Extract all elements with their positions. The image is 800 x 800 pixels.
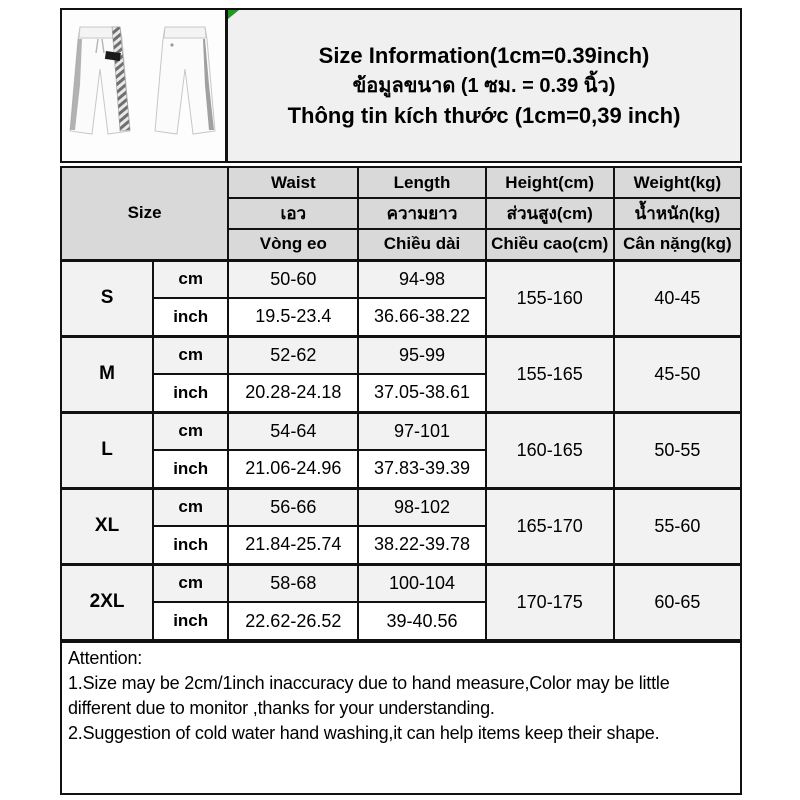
2xl-length-cm: 100-104 bbox=[358, 564, 485, 602]
unit-cm: cm bbox=[153, 260, 228, 298]
xl-weight: 55-60 bbox=[614, 488, 741, 564]
attention-heading: Attention: bbox=[68, 648, 143, 668]
m-length-cm: 95-99 bbox=[358, 336, 485, 374]
col-header-length-vi: Chiều dài bbox=[358, 229, 485, 260]
2xl-height: 170-175 bbox=[486, 564, 614, 640]
2xl-waist-inch: 22.62-26.52 bbox=[228, 602, 358, 640]
attention-note-1: 1.Size may be 2cm/1inch inaccuracy due to hand measure,Color may be little different due to monitor ,thanks for your understanding. bbox=[68, 673, 670, 718]
xl-waist-cm: 56-66 bbox=[228, 488, 358, 526]
header-row-en bbox=[61, 167, 741, 198]
xl-height: 165-170 bbox=[486, 488, 614, 564]
size-chart-page bbox=[60, 8, 742, 795]
l-waist-cm: 54-64 bbox=[228, 412, 358, 450]
attention-box bbox=[60, 641, 742, 795]
col-header-length-en: Length bbox=[358, 167, 485, 198]
xl-length-inch: 38.22-39.78 bbox=[358, 526, 485, 564]
xl-waist-inch: 21.84-25.74 bbox=[228, 526, 358, 564]
title-box bbox=[226, 8, 742, 163]
row-2xl-cm bbox=[61, 564, 741, 602]
s-height: 155-160 bbox=[486, 260, 614, 336]
pants-front bbox=[70, 27, 130, 134]
size-table bbox=[60, 166, 742, 641]
unit-inch: inch bbox=[153, 374, 228, 412]
title-english: Size Information(1cm=0.39inch) bbox=[318, 42, 650, 68]
unit-cm: cm bbox=[153, 412, 228, 450]
col-header-weight-en: Weight(kg) bbox=[614, 167, 741, 198]
size-label-l: L bbox=[61, 412, 153, 488]
m-length-inch: 37.05-38.61 bbox=[358, 374, 485, 412]
col-header-waist-en: Waist bbox=[228, 167, 358, 198]
col-header-height-th: ส่วนสูง(cm) bbox=[486, 198, 614, 229]
m-weight: 45-50 bbox=[614, 336, 741, 412]
s-weight: 40-45 bbox=[614, 260, 741, 336]
s-length-inch: 36.66-38.22 bbox=[358, 298, 485, 336]
l-waist-inch: 21.06-24.96 bbox=[228, 450, 358, 488]
pants-back bbox=[155, 27, 215, 134]
xl-length-cm: 98-102 bbox=[358, 488, 485, 526]
header-row bbox=[60, 8, 742, 163]
row-m-cm bbox=[61, 336, 741, 374]
2xl-waist-cm: 58-68 bbox=[228, 564, 358, 602]
col-header-waist-th: เอว bbox=[228, 198, 358, 229]
s-waist-inch: 19.5-23.4 bbox=[228, 298, 358, 336]
col-header-length-th: ความยาว bbox=[358, 198, 485, 229]
title-vietnamese: Thông tin kích thước (1cm=0,39 inch) bbox=[287, 102, 681, 128]
l-length-cm: 97-101 bbox=[358, 412, 485, 450]
l-length-inch: 37.83-39.39 bbox=[358, 450, 485, 488]
row-s-cm bbox=[61, 260, 741, 298]
unit-inch: inch bbox=[153, 602, 228, 640]
col-header-weight-vi: Cân nặng(kg) bbox=[614, 229, 741, 260]
row-l-cm bbox=[61, 412, 741, 450]
unit-inch: inch bbox=[153, 298, 228, 336]
l-weight: 50-55 bbox=[614, 412, 741, 488]
col-header-weight-th: น้ำหนัก(kg) bbox=[614, 198, 741, 229]
m-height: 155-165 bbox=[486, 336, 614, 412]
col-header-waist-vi: Vòng eo bbox=[228, 229, 358, 260]
unit-cm: cm bbox=[153, 488, 228, 526]
size-label-xl: XL bbox=[61, 488, 153, 564]
title-thai: ข้อมูลขนาด (1 ซม. = 0.39 นิ้ว) bbox=[352, 74, 616, 97]
row-xl-cm bbox=[61, 488, 741, 526]
size-label-s: S bbox=[61, 260, 153, 336]
unit-cm: cm bbox=[153, 336, 228, 374]
size-label-2xl: 2XL bbox=[61, 564, 153, 640]
s-length-cm: 94-98 bbox=[358, 260, 485, 298]
green-corner-accent bbox=[228, 10, 239, 19]
size-header-cell: Size bbox=[61, 167, 228, 260]
attention-note-2: 2.Suggestion of cold water hand washing,it can help items keep their shape. bbox=[68, 723, 660, 743]
m-waist-cm: 52-62 bbox=[228, 336, 358, 374]
col-header-height-vi: Chiều cao(cm) bbox=[486, 229, 614, 260]
unit-inch: inch bbox=[153, 526, 228, 564]
unit-cm: cm bbox=[153, 564, 228, 602]
2xl-weight: 60-65 bbox=[614, 564, 741, 640]
size-label-m: M bbox=[61, 336, 153, 412]
product-image-box bbox=[60, 8, 227, 163]
track-pants-image bbox=[62, 11, 225, 160]
unit-inch: inch bbox=[153, 450, 228, 488]
col-header-height-en: Height(cm) bbox=[486, 167, 614, 198]
m-waist-inch: 20.28-24.18 bbox=[228, 374, 358, 412]
l-height: 160-165 bbox=[486, 412, 614, 488]
s-waist-cm: 50-60 bbox=[228, 260, 358, 298]
2xl-length-inch: 39-40.56 bbox=[358, 602, 485, 640]
